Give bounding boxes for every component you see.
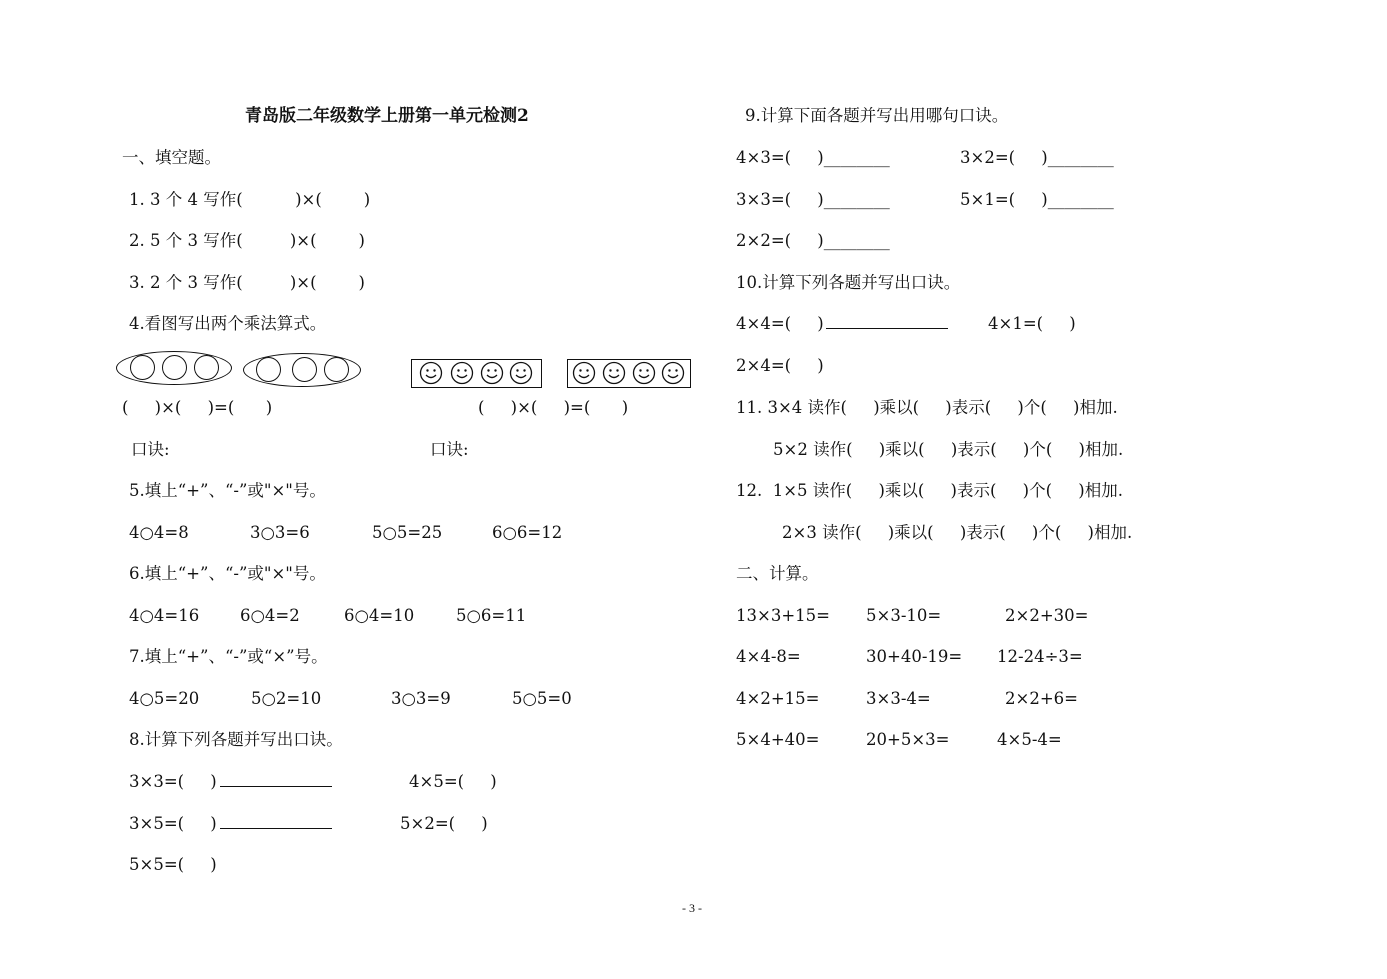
calc-item: 4×4-8= bbox=[736, 647, 801, 666]
question-8: 8.计算下列各题并写出口诀。 bbox=[129, 730, 343, 749]
q9-item: 5×1=( )________ bbox=[960, 190, 1114, 209]
question-4: 4.看图写出两个乘法算式。 bbox=[129, 314, 327, 333]
q5-item: 6○6=12 bbox=[492, 523, 563, 542]
q8-item bbox=[129, 772, 332, 792]
question-11-a: 11. 3×4 读作( )乘以( )表示( )个( )相加. bbox=[736, 398, 1118, 417]
q8-item: 4×5=( ) bbox=[409, 772, 497, 791]
q4-equation-left: ( )×( )=( ) bbox=[122, 398, 273, 417]
circle-icon bbox=[162, 355, 187, 380]
smiley-face-icon bbox=[480, 361, 504, 385]
q5-item: 3○3=6 bbox=[250, 523, 310, 542]
question-11-b: 5×2 读作( )乘以( )表示( )个( )相加. bbox=[773, 440, 1124, 459]
circle-icon bbox=[256, 357, 281, 382]
q6-item: 5○6=11 bbox=[456, 606, 527, 625]
calc-item: 4×5-4= bbox=[997, 730, 1062, 749]
calc-item: 5×3-10= bbox=[866, 606, 942, 625]
page-title: 青岛版二年级数学上册第一单元检测2 bbox=[245, 106, 529, 126]
smiley-face-icon bbox=[632, 361, 656, 385]
circle-icon bbox=[194, 355, 219, 380]
question-12-a: 12. 1×5 读作( )乘以( )表示( )个( )相加. bbox=[736, 481, 1123, 500]
q8-expr: 3×3=( ) bbox=[129, 772, 217, 791]
page-number: - 3 - bbox=[682, 901, 702, 915]
q10-item: 4×1=( ) bbox=[988, 314, 1076, 333]
q8-item: 5×2=( ) bbox=[400, 814, 488, 833]
q7-item: 4○5=20 bbox=[129, 689, 200, 708]
circle-icon bbox=[292, 357, 317, 382]
q10-item: 2×4=( ) bbox=[736, 356, 824, 375]
q6-item: 4○4=16 bbox=[129, 606, 200, 625]
calc-item: 2×2+6= bbox=[1005, 689, 1078, 708]
smiley-face-icon bbox=[602, 361, 626, 385]
calc-item: 2×2+30= bbox=[1005, 606, 1089, 625]
question-12-b: 2×3 读作( )乘以( )表示( )个( )相加. bbox=[782, 523, 1133, 542]
q4-equation-right: ( )×( )=( ) bbox=[478, 398, 629, 417]
q5-item: 5○5=25 bbox=[372, 523, 443, 542]
q9-item: 2×2=( )________ bbox=[736, 231, 890, 250]
question-1: 1. 3 个 4 写作( )×( ) bbox=[129, 190, 371, 209]
q4-koujue-right: 口诀: bbox=[430, 440, 469, 459]
calc-item: 20+5×3= bbox=[866, 730, 950, 749]
q8-item bbox=[129, 814, 332, 834]
smiley-face-icon bbox=[509, 361, 533, 385]
question-7: 7.填上“+”、“-”或“×”号。 bbox=[129, 647, 328, 666]
calc-item: 30+40-19= bbox=[866, 647, 963, 666]
q7-item: 5○2=10 bbox=[251, 689, 322, 708]
calc-item: 4×2+15= bbox=[736, 689, 820, 708]
calc-item: 5×4+40= bbox=[736, 730, 820, 749]
calc-item: 12-24÷3= bbox=[997, 647, 1083, 666]
question-2: 2. 5 个 3 写作( )×( ) bbox=[129, 231, 365, 250]
circle-icon bbox=[130, 355, 155, 380]
question-6: 6.填上“+”、“-”或"×"号。 bbox=[129, 564, 326, 583]
smiley-face-icon bbox=[419, 361, 443, 385]
q4-koujue-left: 口诀: bbox=[131, 440, 170, 459]
q6-item: 6○4=2 bbox=[240, 606, 300, 625]
q6-item: 6○4=10 bbox=[344, 606, 415, 625]
answer-line bbox=[220, 814, 332, 829]
calc-item: 3×3-4= bbox=[866, 689, 931, 708]
smiley-face-icon bbox=[661, 361, 685, 385]
answer-line bbox=[826, 314, 948, 329]
q7-item: 3○3=9 bbox=[391, 689, 451, 708]
q8-expr: 3×5=( ) bbox=[129, 814, 217, 833]
smiley-face-icon bbox=[450, 361, 474, 385]
q10-expr: 4×4=( ) bbox=[736, 314, 824, 333]
calc-item: 13×3+15= bbox=[736, 606, 830, 625]
question-10: 10.计算下列各题并写出口诀。 bbox=[736, 273, 961, 292]
q9-item: 4×3=( )________ bbox=[736, 148, 890, 167]
question-9: 9.计算下面各题并写出用哪句口诀。 bbox=[745, 106, 1009, 125]
section-heading-fill: 一、填空题。 bbox=[122, 148, 221, 167]
q8-item: 5×5=( ) bbox=[129, 855, 217, 874]
question-3: 3. 2 个 3 写作( )×( ) bbox=[129, 273, 365, 292]
circle-icon bbox=[324, 357, 349, 382]
q7-item: 5○5=0 bbox=[512, 689, 572, 708]
answer-line bbox=[220, 772, 332, 787]
q10-item bbox=[736, 314, 948, 334]
smiley-face-icon bbox=[572, 361, 596, 385]
section-heading-calc: 二、计算。 bbox=[736, 564, 819, 583]
q9-item: 3×3=( )________ bbox=[736, 190, 890, 209]
question-5: 5.填上“+”、“-”或"×"号。 bbox=[129, 481, 326, 500]
q5-item: 4○4=8 bbox=[129, 523, 189, 542]
q9-item: 3×2=( )________ bbox=[960, 148, 1114, 167]
